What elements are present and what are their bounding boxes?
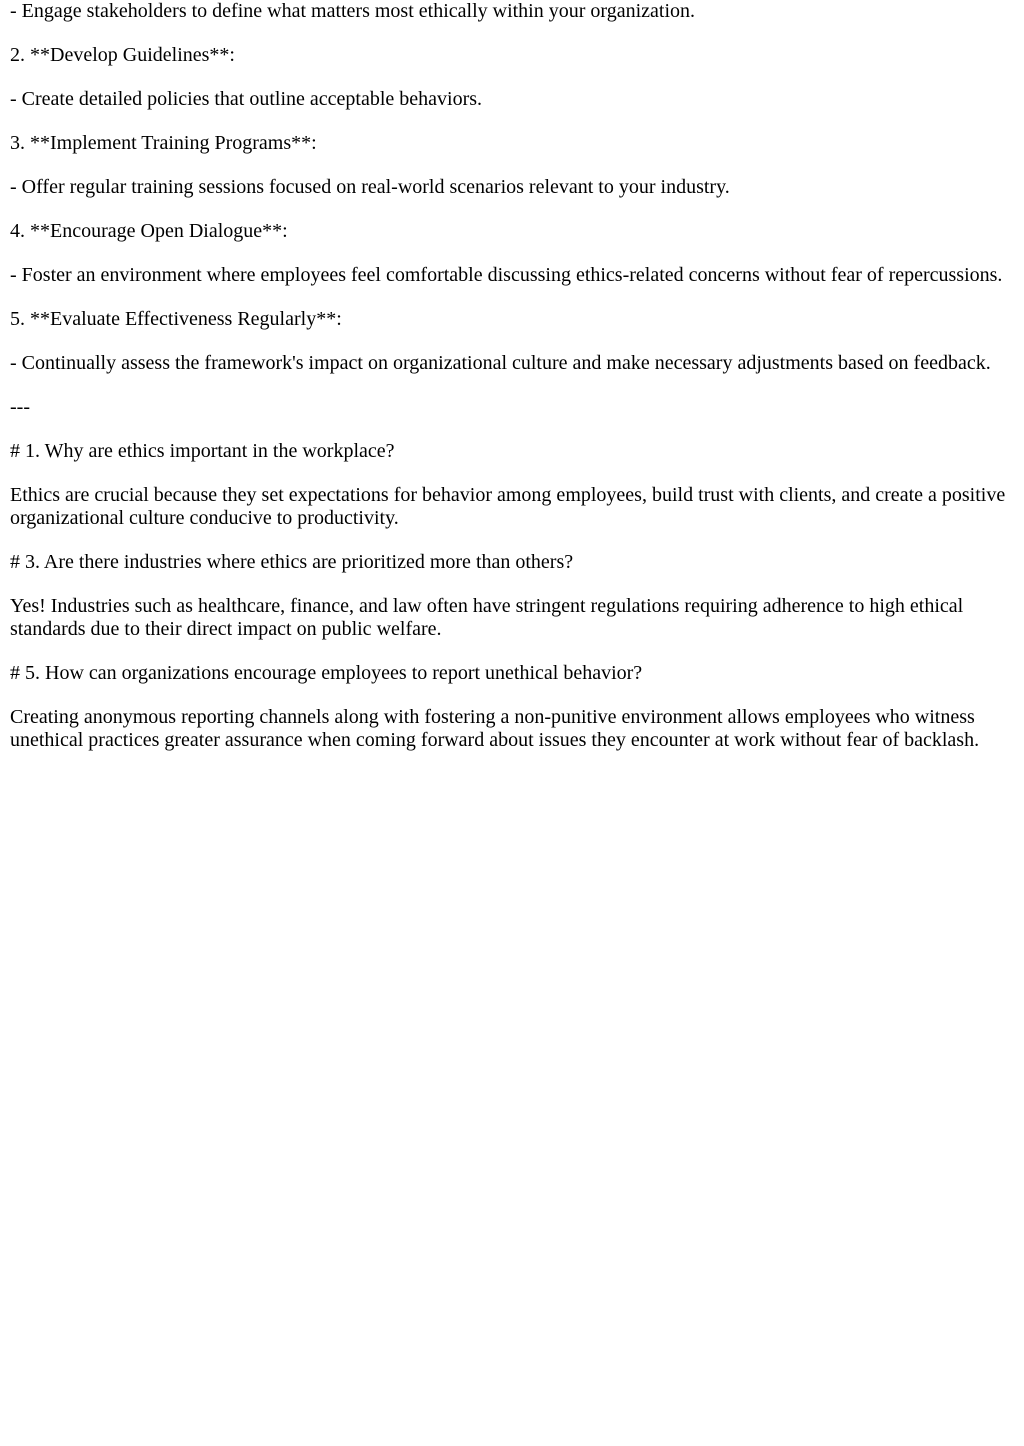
step-implement-training: 3. **Implement Training Programs**:: [10, 132, 317, 154]
bullet-foster-environment: - Foster an environment where employees feel comfortable discussing ethics-related concerns without fear of repercussions.: [10, 264, 1003, 286]
faq-heading-3: # 3. Are there industries where ethics are prioritized more than others?: [10, 551, 574, 573]
section-divider: ---: [10, 396, 30, 418]
faq-answer-5: Creating anonymous reporting channels along with fostering a non-punitive environment allows employees who witness unethical practices greater assurance when coming forward about issues they encounter at work without fear of backlash.: [10, 706, 980, 751]
step-encourage-dialogue: 4. **Encourage Open Dialogue**:: [10, 220, 288, 242]
step-develop-guidelines: 2. **Develop Guidelines**:: [10, 44, 235, 66]
faq-answer-1: Ethics are crucial because they set expectations for behavior among employees, build trust with clients, and create a positive organizational culture conducive to productivity.: [10, 484, 1006, 529]
bullet-assess-framework: - Continually assess the framework's impact on organizational culture and make necessary adjustments based on feedback.: [10, 352, 991, 374]
bullet-offer-training: - Offer regular training sessions focused on real-world scenarios relevant to your industry.: [10, 176, 730, 198]
step-evaluate-effectiveness: 5. **Evaluate Effectiveness Regularly**:: [10, 308, 342, 330]
faq-heading-5: # 5. How can organizations encourage employees to report unethical behavior?: [10, 662, 643, 684]
bullet-create-policies: - Create detailed policies that outline acceptable behaviors.: [10, 88, 483, 110]
faq-answer-3: Yes! Industries such as healthcare, finance, and law often have stringent regulations requiring adherence to high ethical standards due to their direct impact on public welfare.: [10, 595, 964, 640]
bullet-engage-stakeholders: - Engage stakeholders to define what matters most ethically within your organization.: [10, 0, 695, 22]
faq-heading-1: # 1. Why are ethics important in the workplace?: [10, 440, 395, 462]
